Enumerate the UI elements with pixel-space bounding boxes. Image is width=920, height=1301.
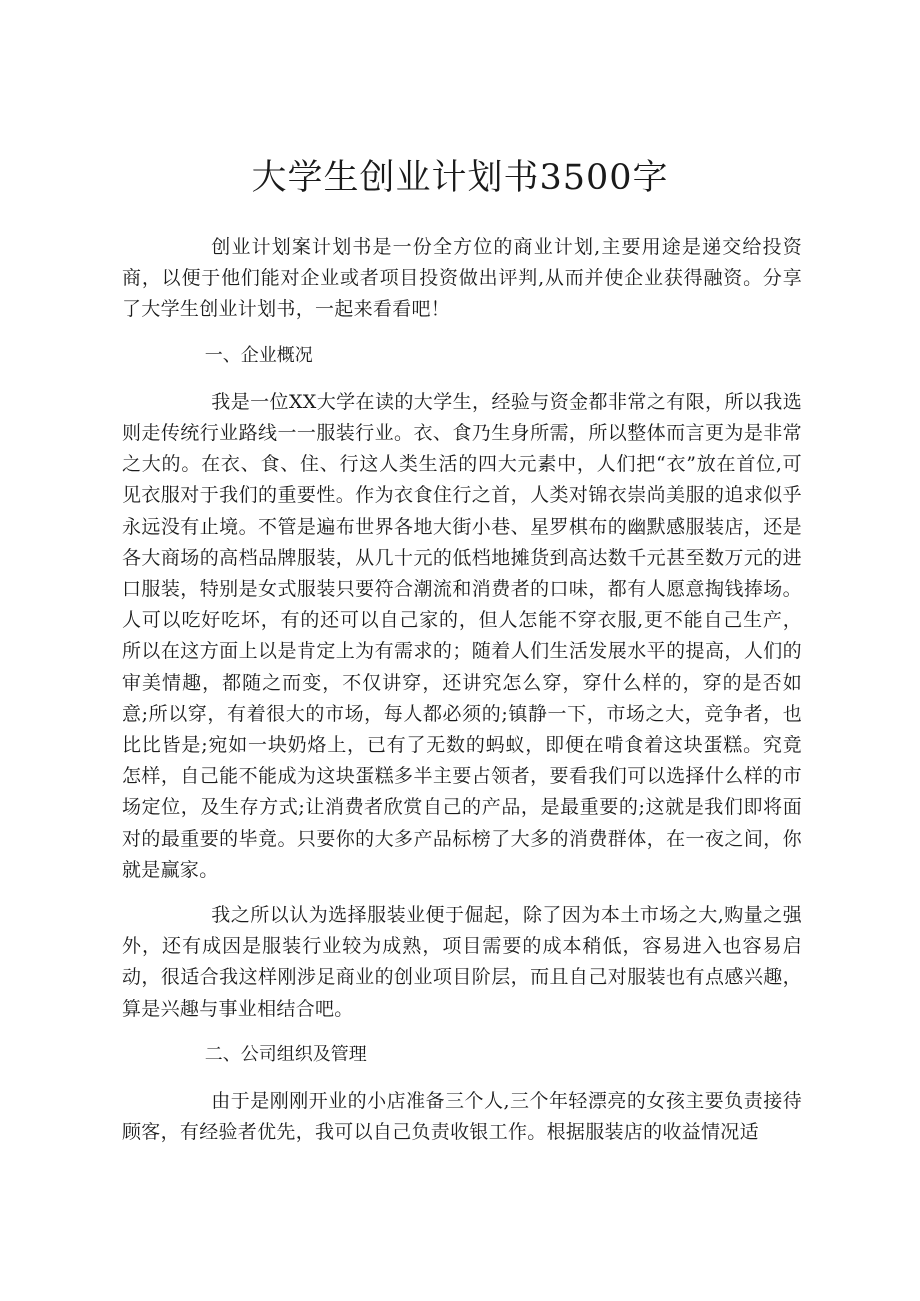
document-title: 大学生创业计划书3500字 bbox=[251, 158, 669, 198]
document-body bbox=[122, 232, 802, 1162]
section-heading-organization: 二、公司组织及管理 bbox=[204, 1043, 367, 1065]
company-overview-paragraph: 我是一位XX大学在读的大学生，经验与资金都非常之有限，所以我选则走传统行业路线一一服装行业。衣、食乃生身所需，所以整体而言更为是非常之大的。在衣、食、住、行这人类生活的四大元素中，人们把“衣”放在首位,可见衣服对于我们的重要性。作为衣食住行之首，人类对锦衣崇尚美服的追求似乎永远没有止境。不管是遍布世界各地大街小巷、星罗棋布的幽默感服装店，还是各大商场的高档品牌服装，从几十元的低档地摊货到高达数千元甚至数万元的进口服装，特别是女式服装只要符合潮流和消费者的口味，都有人愿意掏钱捧场。人可以吃好吃坏，有的还可以自己家的，但人怎能不穿衣服,更不能自己生产，所以在这方面上以是肯定上为有需求的；随着人们生活发展水平的提高，人们的审美情趣，都随之而变，不仅讲穿，还讲究怎么穿，穿什么样的，穿的是否如意;所以穿，有着很大的市场，每人都必须的;镇静一下，市场之大，竞争者，也比比皆是;宛如一块奶烙上，已有了无数的蚂蚁，即便在啃食着这块蛋糕。究竟怎样，自己能不能成为这块蛋糕多半主要占领者，要看我们可以选择什么样的市场定位，及生存方式;让消费者欣赏自己的产品，是最重要的;这就是我们即将面对的最重要的毕竟。只要你的大多产品标榜了大多的消费群体，在一夜之间，你就是赢家。 bbox=[122, 390, 802, 881]
intro-paragraph: 创业计划案计划书是一份全方位的商业计划,主要用途是递交给投资商，以便于他们能对企业或者项目投资做出评判,从而并使企业获得融资。分享了大学生创业计划书，一起来看看吧！ bbox=[122, 236, 802, 321]
section-heading-company-overview: 一、企业概况 bbox=[204, 344, 313, 366]
organization-paragraph: 由于是刚刚开业的小店准备三个人,三个年轻漂亮的女孩主要负责接待顾客，有经验者优先，我可以自己负责收银工作。根据服装店的收益情况适 bbox=[122, 1090, 802, 1144]
industry-choice-paragraph: 我之所以认为选择服装业便于倔起，除了因为本土市场之大,购量之强外，还有成因是服装行业较为成熟，项目需要的成本稍低，容易进入也容易启动，很适合我这样刚涉足商业的创业项目阶层，而且自己对服装也有点感兴趣，算是兴趣与事业相结合吧。 bbox=[122, 904, 802, 1020]
